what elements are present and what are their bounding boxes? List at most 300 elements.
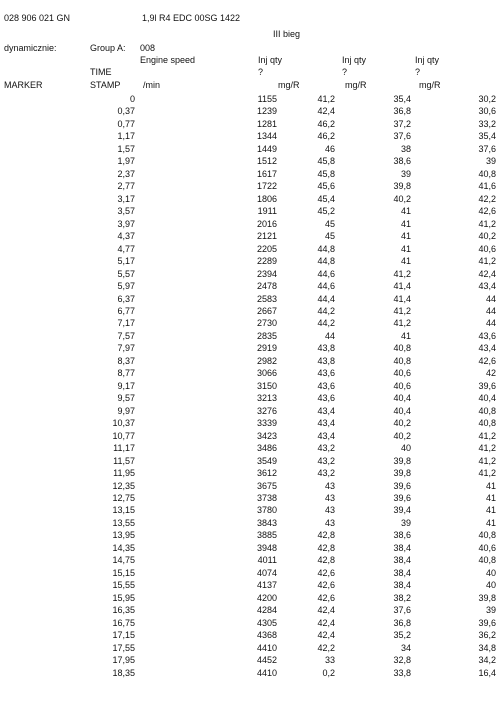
engine-speed-cell: 3738 — [256, 493, 277, 503]
engine-speed-cell: 3066 — [256, 368, 277, 379]
engine-speed-cell: 1239 — [256, 106, 277, 117]
inj-qty-1-cell: 43,2 — [317, 468, 335, 479]
time-stamp-cell: 0,77 — [117, 118, 135, 129]
inj-qty-3-cell: 42 — [485, 368, 496, 379]
inj-qty-1-cell: 44,4 — [317, 293, 335, 304]
time-stamp-cell: 2,77 — [117, 181, 135, 192]
inj-qty-2-cell: 37,6 — [393, 605, 411, 616]
inj-qty-3-cell: 39 — [485, 156, 496, 167]
inj-qty-1-cell: 43 — [324, 493, 335, 503]
engine-speed-cell: 1155 — [257, 94, 277, 104]
part-number: 028 906 021 GN — [4, 13, 71, 23]
inj-qty-1-cell: 43,2 — [317, 455, 335, 466]
engine-speed-cell: 3423 — [256, 430, 277, 441]
inj-qty-1-cell: 43 — [324, 480, 335, 491]
inj-qty-2-cell: 41 — [400, 243, 411, 254]
inj-qty-3-cell: 43,6 — [478, 330, 496, 341]
time-stamp-cell: 16,75 — [112, 617, 135, 628]
inj-qty-1-cell: 43,6 — [317, 380, 335, 391]
table-row — [0, 157, 500, 169]
group-number: 008 — [140, 43, 156, 53]
inj-qty-2-cell: 38,4 — [393, 555, 411, 566]
inj-qty-1-cell: 45,2 — [317, 206, 335, 217]
inj-qty-1-cell: 43 — [324, 517, 335, 528]
inj-qty-1-cell: 44,6 — [317, 268, 335, 279]
inj-qty-3-cell: 41,2 — [478, 455, 496, 466]
rpm-unit: /min — [143, 80, 161, 90]
table-row — [0, 257, 500, 269]
inj-qty-3-cell: 42,6 — [478, 206, 496, 217]
inj-qty-2-cell: 36,8 — [393, 617, 411, 628]
engine-speed-cell: 2583 — [256, 293, 277, 304]
inj-qty-3-cell: 40,8 — [478, 168, 496, 179]
inj-qty-3-cell: 41,2 — [478, 430, 496, 441]
time-stamp-cell: 10,37 — [112, 418, 135, 429]
table-row — [0, 669, 500, 681]
engine-speed-cell: 4305 — [256, 617, 277, 628]
inj-qty-1-cell: 42,8 — [317, 530, 335, 541]
table-row — [0, 656, 500, 668]
time-stamp-cell: 2,37 — [117, 168, 135, 179]
inj-qty-2-cell: 41,2 — [393, 305, 411, 316]
inj-qty-1-cell: 42,6 — [317, 592, 335, 603]
engine-speed-header: Engine speed — [140, 55, 196, 65]
marker-header: MARKER — [4, 80, 43, 90]
inj-qty-1-cell: 46,2 — [317, 118, 335, 129]
time-stamp-cell: 8,37 — [117, 355, 135, 366]
time-stamp-cell: 17,95 — [112, 655, 135, 666]
time-stamp-cell: 15,55 — [112, 580, 135, 591]
engine-speed-cell: 2016 — [256, 218, 277, 229]
inj-qty-2-cell: 39,8 — [393, 468, 411, 479]
table-row — [0, 195, 500, 207]
inj-qty-2-cell: 41 — [400, 218, 411, 229]
engine-speed-cell: 3276 — [256, 405, 277, 416]
inj-qty-3-cell: 42,6 — [478, 355, 496, 366]
table-row — [0, 594, 500, 606]
time-stamp-cell: 15,15 — [112, 567, 135, 578]
inj-qty-2-cell: 40 — [400, 443, 411, 454]
table-row — [0, 457, 500, 469]
inj-qty-2-cell: 33,8 — [393, 667, 411, 678]
time-stamp-cell: 13,95 — [112, 530, 135, 541]
engine-speed-cell: 3612 — [256, 468, 277, 479]
inj-qty-1-flag: ? — [258, 67, 264, 77]
inj-qty-3-cell: 41 — [485, 493, 496, 503]
table-row — [0, 394, 500, 406]
inj-qty-3-cell: 34,8 — [478, 642, 496, 653]
time-stamp-cell: 4,77 — [117, 243, 135, 254]
time-stamp-cell: 3,97 — [117, 218, 135, 229]
inj-qty-2-cell: 38,4 — [393, 542, 411, 553]
inj-qty-1-cell: 45,8 — [317, 168, 335, 179]
engine-speed-cell: 3885 — [256, 530, 277, 541]
inj-qty-2-cell: 32,8 — [393, 655, 411, 666]
table-row — [0, 145, 500, 157]
inj-qty-1-cell: 42,6 — [317, 567, 335, 578]
engine-speed-cell: 4410 — [256, 667, 277, 678]
table-row — [0, 207, 500, 219]
inj-qty-1-unit: mg/R — [278, 80, 300, 90]
inj-qty-2-cell: 41,4 — [393, 281, 411, 292]
inj-qty-2-cell: 35,4 — [393, 94, 411, 104]
inj-qty-2-cell: 41 — [400, 256, 411, 267]
table-row — [0, 332, 500, 344]
engine-speed-cell: 4011 — [257, 555, 277, 566]
table-row — [0, 295, 500, 307]
table-row — [0, 482, 500, 494]
inj-qty-3-cell: 40,8 — [478, 555, 496, 566]
time-stamp-cell: 17,55 — [112, 642, 135, 653]
engine-speed-cell: 2121 — [256, 231, 277, 242]
inj-qty-1-cell: 0,2 — [322, 667, 335, 678]
table-row — [0, 419, 500, 431]
table-row — [0, 307, 500, 319]
table-row — [0, 95, 500, 107]
inj-qty-3-cell: 44 — [485, 305, 496, 316]
inj-qty-2-cell: 41 — [400, 206, 411, 217]
time-stamp-cell: 1,97 — [117, 156, 135, 167]
engine-speed-cell: 4368 — [256, 630, 277, 641]
table-row — [0, 606, 500, 618]
time-stamp-cell: 13,15 — [112, 505, 135, 516]
engine-speed-cell: 4200 — [256, 592, 277, 603]
inj-qty-2-cell: 36,8 — [393, 106, 411, 117]
time-stamp-cell: 0,37 — [117, 106, 135, 117]
engine-speed-cell: 3843 — [256, 517, 277, 528]
engine-code: 1,9l R4 EDC 00SG 1422 — [142, 13, 241, 23]
inj-qty-2-cell: 38,6 — [393, 530, 411, 541]
time-stamp-cell: 3,57 — [117, 206, 135, 217]
inj-qty-3-cell: 40,8 — [478, 530, 496, 541]
inj-qty-3-cell: 43,4 — [478, 343, 496, 354]
engine-speed-cell: 4074 — [256, 567, 277, 578]
table-row — [0, 282, 500, 294]
inj-qty-1-cell: 46 — [324, 143, 335, 154]
table-row — [0, 245, 500, 257]
inj-qty-3-cell: 30,2 — [478, 94, 496, 104]
inj-qty-2-cell: 41,2 — [393, 268, 411, 279]
engine-speed-cell: 4284 — [256, 605, 277, 616]
inj-qty-1-cell: 46,2 — [317, 131, 335, 142]
inj-qty-1-cell: 45,8 — [317, 156, 335, 167]
time-stamp-cell: 9,17 — [117, 380, 135, 391]
table-row — [0, 569, 500, 581]
mode-label: dynamicznie: — [4, 43, 57, 53]
inj-qty-3-cell: 40,6 — [478, 542, 496, 553]
time-stamp-cell: 16,35 — [112, 605, 135, 616]
engine-speed-cell: 3486 — [256, 443, 277, 454]
table-row — [0, 444, 500, 456]
inj-qty-1-cell: 43,6 — [317, 393, 335, 404]
inj-qty-3-cell: 30,6 — [478, 106, 496, 117]
inj-qty-1-cell: 43,6 — [317, 368, 335, 379]
inj-qty-3-cell: 37,6 — [478, 143, 496, 154]
engine-speed-cell: 1911 — [257, 206, 277, 217]
time-stamp-cell: 18,35 — [112, 667, 135, 678]
table-row — [0, 270, 500, 282]
inj-qty-2-cell: 38,4 — [393, 580, 411, 591]
time-header: TIME — [90, 67, 112, 77]
engine-speed-cell: 2730 — [256, 318, 277, 329]
table-row — [0, 357, 500, 369]
inj-qty-1-cell: 42,4 — [317, 630, 335, 641]
engine-speed-cell: 2835 — [256, 330, 277, 341]
inj-qty-2-cell: 39,6 — [393, 493, 411, 503]
time-stamp-cell: 1,17 — [117, 131, 135, 142]
inj-qty-3-cell: 40 — [485, 567, 496, 578]
inj-qty-3-cell: 16,4 — [478, 667, 496, 678]
time-stamp-cell: 0 — [129, 94, 135, 104]
engine-speed-cell: 1512 — [256, 156, 277, 167]
table-row — [0, 132, 500, 144]
inj-qty-2-cell: 40,4 — [393, 405, 411, 416]
gear-label: III bieg — [273, 29, 301, 39]
time-stamp-cell: 7,97 — [117, 343, 135, 354]
engine-speed-cell: 4410 — [256, 642, 277, 653]
table-row — [0, 519, 500, 531]
inj-qty-2-cell: 40,2 — [393, 418, 411, 429]
engine-speed-cell: 2667 — [256, 305, 277, 316]
inj-qty-3-cell: 44 — [485, 318, 496, 329]
inj-qty-2-cell: 35,2 — [393, 630, 411, 641]
table-row — [0, 631, 500, 643]
time-stamp-cell: 5,17 — [117, 256, 135, 267]
inj-qty-3-cell: 43,4 — [478, 281, 496, 292]
inj-qty-2-cell: 40,6 — [393, 380, 411, 391]
inj-qty-1-cell: 43,4 — [317, 418, 335, 429]
inj-qty-3-cell: 40,6 — [478, 243, 496, 254]
inj-qty-1-cell: 42,8 — [317, 542, 335, 553]
table-row — [0, 170, 500, 182]
table-row — [0, 432, 500, 444]
inj-qty-2-cell: 38,4 — [393, 567, 411, 578]
inj-qty-1-cell: 45 — [324, 231, 335, 242]
inj-qty-1-header: Inj qty — [258, 55, 283, 65]
engine-speed-cell: 3150 — [256, 380, 277, 391]
inj-qty-1-cell: 44,2 — [317, 305, 335, 316]
inj-qty-1-cell: 43,4 — [317, 405, 335, 416]
time-stamp-cell: 12,75 — [112, 493, 135, 503]
inj-qty-2-cell: 34 — [400, 642, 411, 653]
inj-qty-1-cell: 42,4 — [317, 106, 335, 117]
inj-qty-1-cell: 41,2 — [317, 94, 335, 104]
inj-qty-2-cell: 38,6 — [393, 156, 411, 167]
table-row — [0, 644, 500, 656]
table-row — [0, 506, 500, 518]
inj-qty-2-cell: 40,4 — [393, 393, 411, 404]
time-stamp-cell: 6,37 — [117, 293, 135, 304]
inj-qty-3-cell: 33,2 — [478, 118, 496, 129]
inj-qty-2-cell: 38 — [400, 143, 411, 154]
time-stamp-cell: 11,95 — [113, 468, 135, 479]
inj-qty-2-cell: 41 — [400, 231, 411, 242]
inj-qty-1-cell: 33 — [324, 655, 335, 666]
time-stamp-cell: 14,35 — [112, 542, 135, 553]
inj-qty-2-cell: 37,6 — [393, 131, 411, 142]
time-stamp-cell: 15,95 — [112, 592, 135, 603]
table-row — [0, 469, 500, 481]
table-row — [0, 220, 500, 232]
inj-qty-3-cell: 35,4 — [478, 131, 496, 142]
table-row — [0, 407, 500, 419]
inj-qty-1-cell: 42,2 — [317, 642, 335, 653]
inj-qty-3-cell: 39 — [485, 605, 496, 616]
inj-qty-1-cell: 44 — [324, 330, 335, 341]
inj-qty-2-cell: 39 — [400, 517, 411, 528]
inj-qty-3-cell: 40,8 — [478, 405, 496, 416]
inj-qty-2-cell: 39 — [400, 168, 411, 179]
engine-speed-cell: 1344 — [256, 131, 277, 142]
inj-qty-1-cell: 43 — [324, 505, 335, 516]
engine-speed-cell: 1449 — [256, 143, 277, 154]
engine-speed-cell: 3339 — [256, 418, 277, 429]
time-stamp-cell: 12,35 — [112, 480, 135, 491]
inj-qty-1-cell: 42,4 — [317, 617, 335, 628]
table-row — [0, 556, 500, 568]
inj-qty-2-cell: 41,4 — [393, 293, 411, 304]
inj-qty-3-cell: 39,8 — [478, 592, 496, 603]
inj-qty-2-cell: 39,4 — [393, 505, 411, 516]
time-stamp-cell: 11,17 — [113, 443, 135, 454]
inj-qty-3-cell: 42,2 — [478, 193, 496, 204]
table-row — [0, 120, 500, 132]
engine-speed-cell: 3213 — [256, 393, 277, 404]
inj-qty-1-cell: 43,4 — [317, 430, 335, 441]
inj-qty-2-flag: ? — [342, 67, 348, 77]
inj-qty-3-cell: 40,2 — [478, 231, 496, 242]
inj-qty-2-cell: 40,8 — [393, 355, 411, 366]
inj-qty-3-cell: 40,8 — [478, 418, 496, 429]
inj-qty-2-cell: 40,2 — [393, 430, 411, 441]
inj-qty-1-cell: 43,2 — [317, 443, 335, 454]
inj-qty-2-cell: 40,2 — [393, 193, 411, 204]
time-stamp-cell: 1,57 — [117, 143, 135, 154]
table-row — [0, 344, 500, 356]
table-row — [0, 581, 500, 593]
inj-qty-3-cell: 42,4 — [478, 268, 496, 279]
inj-qty-1-cell: 45,4 — [317, 193, 335, 204]
inj-qty-2-cell: 40,6 — [393, 368, 411, 379]
engine-speed-cell: 3549 — [256, 455, 277, 466]
time-stamp-cell: 6,77 — [117, 305, 135, 316]
inj-qty-3-flag: ? — [415, 67, 421, 77]
time-stamp-cell: 14,75 — [112, 555, 135, 566]
engine-speed-cell: 4137 — [256, 580, 277, 591]
time-stamp-cell: 8,77 — [117, 368, 135, 379]
inj-qty-2-cell: 40,8 — [393, 343, 411, 354]
table-row — [0, 382, 500, 394]
inj-qty-3-unit: mg/R — [419, 80, 441, 90]
inj-qty-2-cell: 41,2 — [393, 318, 411, 329]
engine-speed-cell: 2394 — [256, 268, 277, 279]
table-row — [0, 369, 500, 381]
time-stamp-cell: 9,97 — [117, 405, 135, 416]
table-row — [0, 232, 500, 244]
table-row — [0, 319, 500, 331]
table-row — [0, 107, 500, 119]
inj-qty-3-cell: 39,6 — [478, 617, 496, 628]
inj-qty-1-cell: 44,2 — [317, 318, 335, 329]
time-stamp-cell: 13,55 — [112, 517, 135, 528]
table-row — [0, 494, 500, 506]
time-stamp-cell: 17,15 — [112, 630, 135, 641]
inj-qty-3-cell: 41,2 — [478, 468, 496, 479]
inj-qty-3-cell: 40 — [485, 580, 496, 591]
inj-qty-3-cell: 40,4 — [478, 393, 496, 404]
inj-qty-2-unit: mg/R — [345, 80, 367, 90]
inj-qty-1-cell: 42,6 — [317, 580, 335, 591]
engine-speed-cell: 3948 — [256, 542, 277, 553]
inj-qty-1-cell: 43,8 — [317, 343, 335, 354]
inj-qty-1-cell: 44,8 — [317, 243, 335, 254]
inj-qty-1-cell: 44,6 — [317, 281, 335, 292]
table-row — [0, 619, 500, 631]
inj-qty-2-cell: 41 — [400, 330, 411, 341]
time-stamp-cell: 9,57 — [117, 393, 135, 404]
table-row — [0, 531, 500, 543]
engine-speed-cell: 1722 — [256, 181, 277, 192]
group-label: Group A: — [90, 43, 126, 53]
inj-qty-3-cell: 44 — [485, 293, 496, 304]
table-row — [0, 544, 500, 556]
inj-qty-3-cell: 41,2 — [478, 256, 496, 267]
inj-qty-3-cell: 34,2 — [478, 655, 496, 666]
inj-qty-1-cell: 44,8 — [317, 256, 335, 267]
inj-qty-3-cell: 36,2 — [478, 630, 496, 641]
engine-speed-cell: 1281 — [256, 118, 277, 129]
inj-qty-1-cell: 45 — [324, 218, 335, 229]
inj-qty-1-cell: 42,4 — [317, 605, 335, 616]
engine-speed-cell: 1806 — [256, 193, 277, 204]
time-stamp-cell: 7,57 — [117, 330, 135, 341]
time-stamp-cell: 4,37 — [117, 231, 135, 242]
inj-qty-3-cell: 39,6 — [478, 380, 496, 391]
inj-qty-2-cell: 39,8 — [393, 181, 411, 192]
time-stamp-cell: 5,97 — [117, 281, 135, 292]
inj-qty-1-cell: 43,8 — [317, 355, 335, 366]
engine-speed-cell: 2919 — [256, 343, 277, 354]
table-row — [0, 182, 500, 194]
inj-qty-3-cell: 41,6 — [478, 181, 496, 192]
inj-qty-2-header: Inj qty — [342, 55, 367, 65]
time-stamp-cell: 11,57 — [113, 455, 135, 466]
inj-qty-2-cell: 39,8 — [393, 455, 411, 466]
engine-speed-cell: 2289 — [256, 256, 277, 267]
time-stamp-cell: 5,57 — [117, 268, 135, 279]
inj-qty-1-cell: 45,6 — [317, 181, 335, 192]
time-stamp-cell: 7,17 — [117, 318, 135, 329]
inj-qty-2-cell: 38,2 — [393, 592, 411, 603]
time-stamp-cell: 10,77 — [112, 430, 135, 441]
engine-speed-cell: 2478 — [256, 281, 277, 292]
inj-qty-2-cell: 37,2 — [393, 118, 411, 129]
engine-speed-cell: 3675 — [256, 480, 277, 491]
inj-qty-3-cell: 41 — [485, 505, 496, 516]
inj-qty-3-cell: 41 — [485, 480, 496, 491]
inj-qty-3-cell: 41 — [485, 517, 496, 528]
engine-speed-cell: 2982 — [256, 355, 277, 366]
inj-qty-3-header: Inj qty — [415, 55, 440, 65]
time-stamp-cell: 3,17 — [117, 193, 135, 204]
engine-speed-cell: 1617 — [256, 168, 277, 179]
engine-speed-cell: 3780 — [256, 505, 277, 516]
stamp-header: STAMP — [90, 80, 121, 90]
inj-qty-3-cell: 41,2 — [478, 443, 496, 454]
inj-qty-1-cell: 42,8 — [317, 555, 335, 566]
inj-qty-2-cell: 39,6 — [393, 480, 411, 491]
engine-speed-cell: 2205 — [256, 243, 277, 254]
